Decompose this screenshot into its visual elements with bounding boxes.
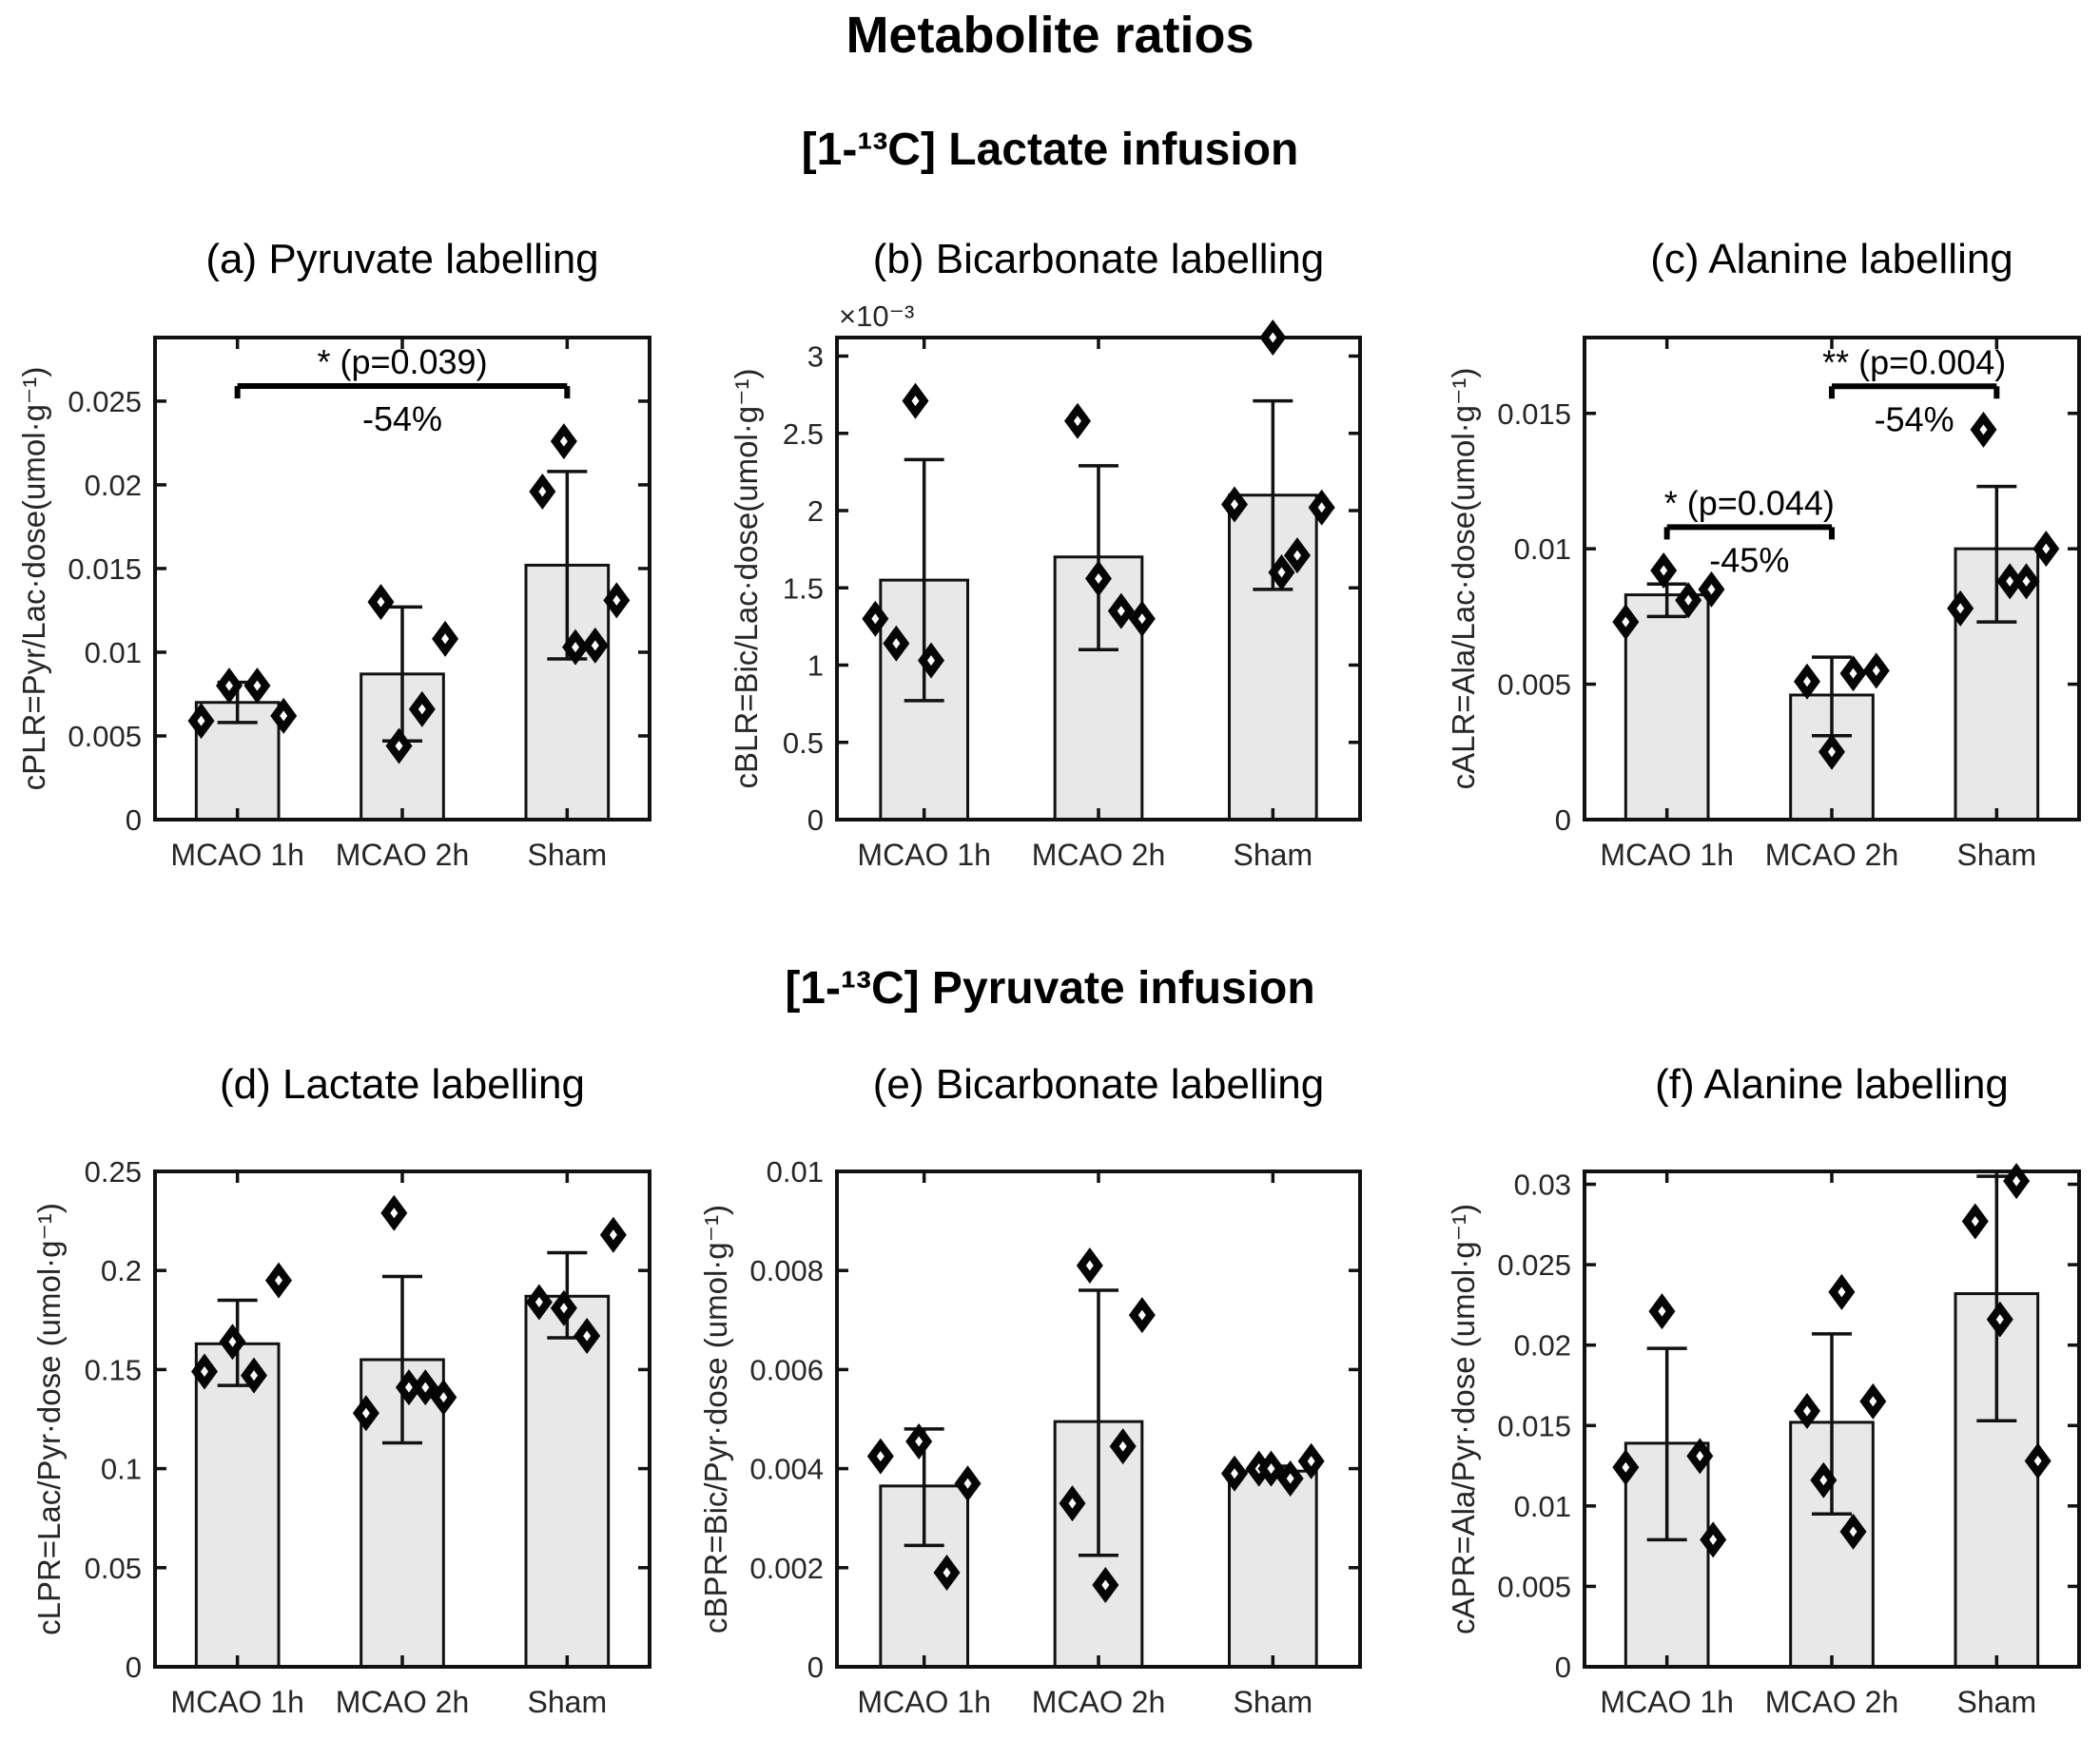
subplot-e bbox=[698, 1155, 1360, 1719]
y-tick-label: 0.01 bbox=[84, 635, 142, 669]
y-tick-label: 0.15 bbox=[84, 1353, 142, 1387]
y-tick-label: 0.015 bbox=[68, 551, 142, 586]
significance-label: * (p=0.039) bbox=[317, 342, 488, 382]
x-tick-label-mcao-2h: MCAO 2h bbox=[1764, 1685, 1899, 1719]
x-tick-label-mcao-1h: MCAO 1h bbox=[857, 838, 991, 872]
y-tick-label: 0.008 bbox=[749, 1254, 824, 1288]
y-tick-label: 0 bbox=[1554, 803, 1571, 837]
significance-change-label: -54% bbox=[1874, 399, 1954, 439]
y-tick-label: 0.02 bbox=[84, 468, 142, 502]
x-tick-label-mcao-2h: MCAO 2h bbox=[335, 838, 470, 872]
y-axis-label: cPLR=Pyr/Lac·dose(umol·g⁻¹) bbox=[16, 366, 51, 791]
y-tick-label: 0 bbox=[1554, 1651, 1571, 1684]
y-tick-label: 0.1 bbox=[100, 1452, 142, 1486]
y-tick-label: 0 bbox=[125, 1651, 142, 1684]
y-tick-label: 0 bbox=[125, 803, 142, 837]
y-tick-label: 0.005 bbox=[68, 719, 142, 753]
y-tick-label: 3 bbox=[807, 339, 824, 374]
panel-title-b: (b) Bicarbonate labelling bbox=[872, 236, 1325, 282]
x-tick-label-mcao-2h: MCAO 2h bbox=[335, 1685, 470, 1719]
y-tick-label: 1.5 bbox=[782, 571, 824, 606]
x-tick-label-sham: Sham bbox=[527, 838, 608, 872]
panel-title-d: (d) Lactate labelling bbox=[219, 1061, 585, 1108]
subplot-f bbox=[1446, 1163, 2079, 1719]
y-tick-label: 0.006 bbox=[749, 1353, 824, 1387]
y-tick-label: 0.01 bbox=[1513, 1489, 1571, 1523]
x-tick-label-mcao-1h: MCAO 1h bbox=[1600, 838, 1734, 872]
y-axis-label: cBLR=Bic/Lac·dose(umol·g⁻¹) bbox=[729, 368, 764, 789]
figure-title: Metabolite ratios bbox=[846, 7, 1254, 64]
x-tick-label-mcao-1h: MCAO 1h bbox=[1600, 1685, 1734, 1719]
subplot-c bbox=[1446, 338, 2079, 872]
x-tick-label-mcao-1h: MCAO 1h bbox=[170, 838, 304, 872]
x-tick-label-sham: Sham bbox=[1233, 1685, 1313, 1719]
x-tick-label-sham: Sham bbox=[1956, 1685, 2037, 1719]
y-tick-label: 0.004 bbox=[749, 1452, 824, 1486]
y-axis-label: cALR=Ala/Lac·dose(umol·g⁻¹) bbox=[1446, 367, 1481, 790]
y-tick-label: 0.05 bbox=[84, 1551, 142, 1585]
panel-title-f: (f) Alanine labelling bbox=[1655, 1061, 2009, 1108]
subplot-d bbox=[31, 1155, 650, 1719]
bar-sham bbox=[526, 1296, 609, 1667]
y-tick-label: 0.01 bbox=[1513, 532, 1571, 567]
x-tick-label-sham: Sham bbox=[527, 1685, 608, 1719]
significance-label: ** (p=0.004) bbox=[1822, 342, 2007, 382]
section-heading-lactate-infusion: [1-¹³C] Lactate infusion bbox=[801, 125, 1299, 175]
significance-change-label: -45% bbox=[1709, 540, 1790, 580]
y-tick-label: 0.015 bbox=[1497, 1409, 1571, 1443]
y-tick-label: 0.5 bbox=[782, 725, 824, 760]
y-tick-label: 0.01 bbox=[766, 1155, 824, 1189]
bar-mcao-1h bbox=[196, 1344, 279, 1667]
y-axis-label: cBPR=Bic/Pyr·dose (umol·g⁻¹) bbox=[698, 1204, 733, 1634]
x-tick-label-sham: Sham bbox=[1233, 838, 1313, 872]
y-tick-label: 0.2 bbox=[100, 1254, 142, 1288]
y-tick-label: 0.005 bbox=[1497, 667, 1571, 702]
x-tick-label-mcao-1h: MCAO 1h bbox=[170, 1685, 304, 1719]
x-tick-label-sham: Sham bbox=[1956, 838, 2037, 872]
y-tick-label: 2 bbox=[807, 494, 824, 528]
x-tick-label-mcao-2h: MCAO 2h bbox=[1031, 838, 1166, 872]
y-tick-label: 1 bbox=[807, 648, 824, 683]
y-tick-label: 0.25 bbox=[84, 1155, 142, 1189]
y-tick-label: 0.002 bbox=[749, 1551, 824, 1585]
y-tick-label: 0.015 bbox=[1497, 396, 1571, 431]
y-tick-label: 0.03 bbox=[1513, 1168, 1571, 1202]
significance-label: * (p=0.044) bbox=[1663, 483, 1835, 523]
y-axis-label: cAPR=Ala/Pyr·dose (umol·g⁻¹) bbox=[1446, 1204, 1481, 1634]
y-tick-label: 2.5 bbox=[782, 416, 824, 451]
x-tick-label-mcao-2h: MCAO 2h bbox=[1031, 1685, 1166, 1719]
panel-title-e: (e) Bicarbonate labelling bbox=[872, 1061, 1325, 1108]
y-tick-label: 0 bbox=[807, 1651, 824, 1684]
y-tick-label: 0.025 bbox=[1497, 1248, 1571, 1283]
y-tick-label: 0.025 bbox=[68, 384, 142, 418]
x-tick-label-mcao-2h: MCAO 2h bbox=[1764, 838, 1899, 872]
x-tick-label-mcao-1h: MCAO 1h bbox=[857, 1685, 991, 1719]
panel-title-a: (a) Pyruvate labelling bbox=[205, 236, 599, 282]
subplot-a bbox=[16, 338, 650, 872]
subplot-b bbox=[729, 300, 1360, 872]
y-tick-label: 0 bbox=[807, 803, 824, 837]
bar-sham bbox=[1230, 1471, 1317, 1667]
section-heading-pyruvate-infusion: [1-¹³C] Pyruvate infusion bbox=[785, 963, 1315, 1014]
y-tick-label: 0.005 bbox=[1497, 1570, 1571, 1604]
y-axis-label: cLPR=Lac/Pyr·dose (umol·g⁻¹) bbox=[31, 1203, 67, 1635]
y-axis-multiplier: ×10⁻³ bbox=[839, 300, 915, 333]
bar-mcao-1h bbox=[1625, 595, 1708, 820]
y-tick-label: 0.02 bbox=[1513, 1328, 1571, 1363]
panel-title-c: (c) Alanine labelling bbox=[1650, 236, 2013, 282]
significance-change-label: -54% bbox=[361, 399, 443, 439]
